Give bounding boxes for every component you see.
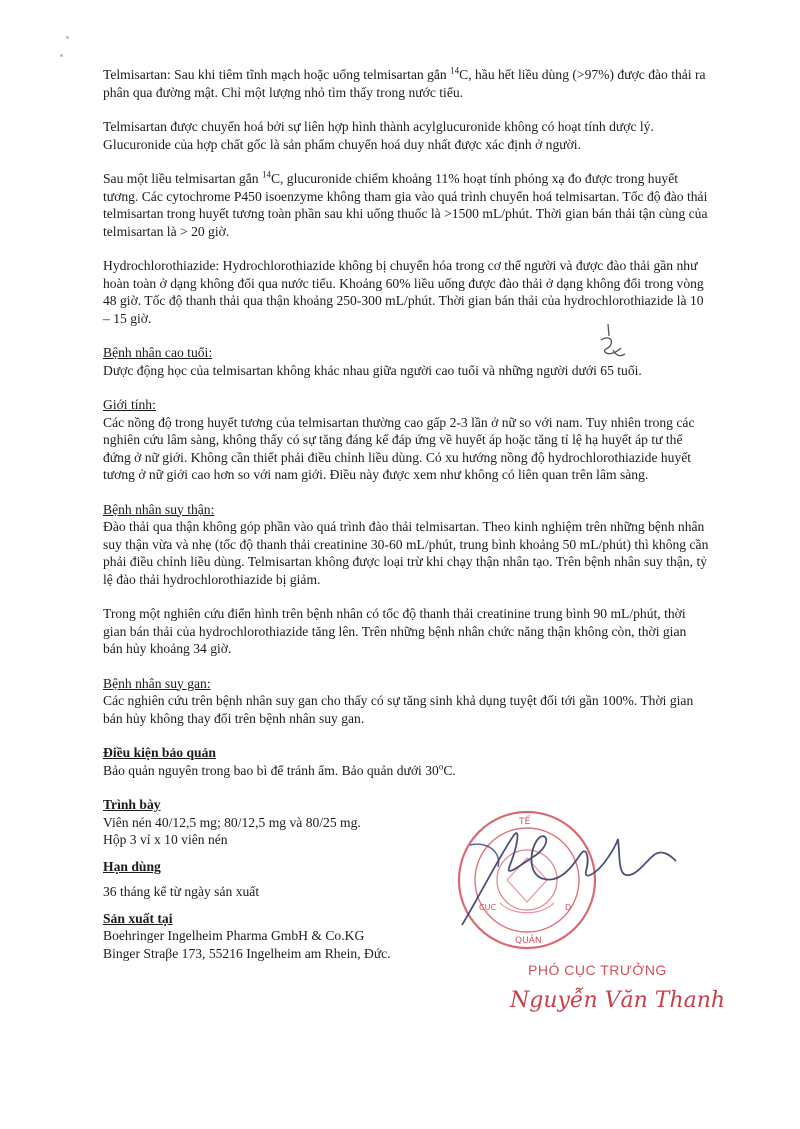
text: Telmisartan: Sau khi tiêm tĩnh mạch hoặc uống telmisartan gắn [103,67,451,82]
signatory-title: PHÓ CỤC TRƯỞNG [528,962,667,978]
superscript: 14 [450,65,460,76]
section-renal-study [103,605,709,658]
superscript: 14 [261,169,271,180]
handwritten-signature [440,815,680,935]
section-text: Trong một nghiên cứu điển hình trên bệnh nhân có tốc độ thanh thải creatinine trung bình 90 mL/phút, thời gian bán thải của hydrochlorothiazide tăng lên. Trên những bệnh nhân chức năng thận không còn, thời gian bán hủy khoảng 34 giờ. [103,606,687,656]
section-heading: Điều kiện bảo quản [103,745,216,760]
section-gender [103,396,709,484]
svg-text:CỤC: CỤC [479,903,497,912]
section-heading: Hạn dùng [103,858,161,874]
section-text: Hộp 3 vỉ x 10 viên nén [103,832,228,847]
section-heading: Trình bày [103,797,161,812]
section-text: Các nghiên cứu trên bệnh nhân suy gan cho thấy có sự tăng sinh khả dụng tuyệt đối tới gần 100%. Thời gian bán hủy không thay đổi trên bệnh nhân suy gan. [103,693,694,726]
section-text: Các nồng độ trong huyết tương của telmisartan thường cao gấp 2-3 lần ở nữ so với nam. Tuy nhiên trong các nghiên cứu lâm sàng, không thấy có sự tăng đáng kể đáp ứng về huyết áp hoặc tăng tỉ lệ hạ huyết áp tư thế đứng ở nữ giới. Không cần thiết phải điều chỉnh liều dùng. Có xu hướng nồng độ hydrochlorothiazide huyết tương ở nữ giới cao hơn so với nam giới. Điều này được xem như không có liên quan trên lâm sàng. [103,414,695,482]
text: Bảo quản nguyên trong bao bì để tránh ẩm. Bảo quản dưới 30 [103,762,439,778]
section-heading: Giới tính: [103,397,156,412]
scan-speck [60,54,63,57]
text: Telmisartan được chuyển hoá bởi sự liên hợp hình thành acylglucuronide không có hoạt tính dược lý. Glucuronide của hợp chất gốc là sản phẩm chuyển hoá duy nhất được xác định ở người. [103,119,654,152]
section-text: Binger Straβe 173, 55216 Ingelheim am Rhein, Đức. [103,945,391,961]
telmisartan-elimination [103,66,709,101]
superscript: o [438,760,444,771]
signatory-name: Nguyễn Văn Thanh [510,988,726,1013]
section-storage [103,744,709,779]
svg-text:QUẢN: QUẢN [515,936,542,946]
section-renal [103,501,709,589]
text: C, glucuronide chiếm khoảng 11% hoạt tính phóng xạ đo được trong huyết tương. Các cytochrome P450 isoenzyme không tham gia vào quá trình chuyển hoá telmisartan. Tốc độ đào thải telmisartan trong huyết tương toàn phần sau khi uống thuốc là >1500 mL/phút. Thời gian bán thải tận cùng của telmisartan là > 20 giờ. [103,171,708,239]
section-heading: Bệnh nhân cao tuổi: [103,345,213,360]
section-text: 36 tháng kể từ ngày sản xuất [103,884,260,899]
section-text: Viên nén 40/12,5 mg; 80/12,5 mg và 80/25 mg. [103,814,361,830]
svg-text:D: D [565,903,572,912]
section-heading: Sản xuất tại [103,910,173,926]
section-hepatic [103,675,709,728]
margin-initials-mark [591,322,631,362]
section-text: Boehringer Ingelheim Pharma GmbH & Co.KG [103,928,365,943]
text: C, hầu hết liều dùng (>97%) được đào thải ra phân qua đường mật. Chỉ một lượng nhỏ tìm thấy trong nước tiểu. [103,67,706,100]
scan-speck [66,36,69,39]
section-text: Đào thải qua thận không góp phần vào quá trình đào thải telmisartan. Theo kinh nghiệm trên những bệnh nhân suy thận vừa và nhẹ (tốc độ thanh thải creatinine 30-60 mL/phút, trung bình khoảng 50 mL/phút) thì không cần phải điều chỉnh liều dùng. Telmisartan không được loại trừ khi chạy thận nhân tạo. Trên bệnh nhân suy thận, tỷ lệ đào thải hydrochlorothiazide bị giảm. [103,519,709,587]
telmisartan-metabolism [103,118,709,153]
text: Sau một liều telmisartan gắn [103,171,262,186]
section-heading: Bệnh nhân suy thận: [103,501,215,517]
text: Hydrochlorothiazide: Hydrochlorothiazide không bị chuyển hóa trong cơ thể người và được đào thải gần như hoàn toàn ở dạng không đổi qua nước tiểu. Khoảng 60% liều uống được đào thải ở dạng không đổi trong vòng 48 giờ. Tốc độ thanh thải qua thận khoảng 250-300 mL/phút. Thời gian bán thải của hydrochlorothiazide là 10 – 15 giờ. [103,258,704,326]
svg-text:TẾ: TẾ [519,817,531,827]
section-heading: Bệnh nhân suy gan: [103,675,211,691]
telmisartan-dose [103,170,709,240]
section-text: Dược động học của telmisartan không khác nhau giữa người cao tuổi và những người dưới 65 tuổi. [103,362,642,378]
hydrochlorothiazide-pk [103,257,709,327]
text: C. [443,762,456,778]
